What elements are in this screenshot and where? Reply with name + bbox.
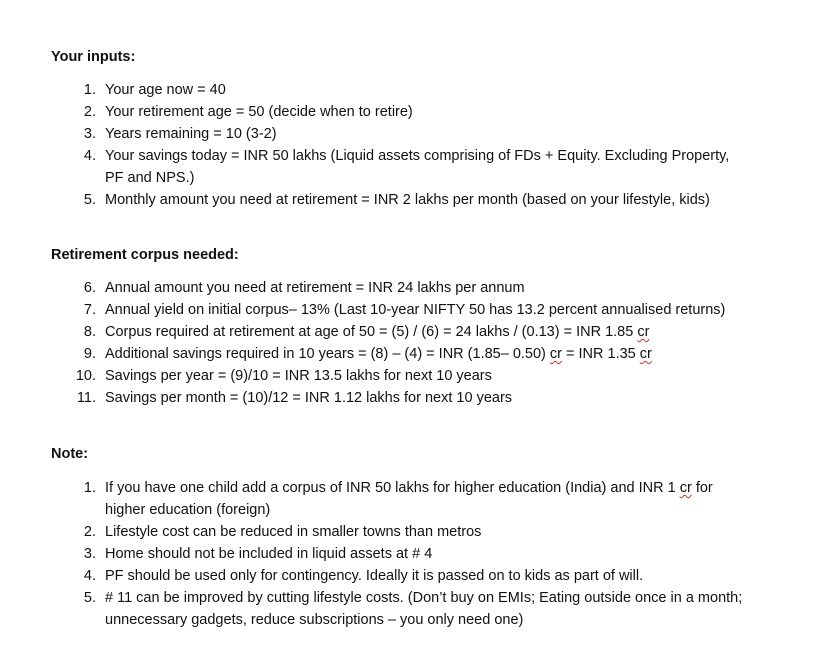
item-number: 1. — [83, 480, 96, 496]
item-text: Annual amount you need at retirement = INR 24 lakhs per annum — [105, 280, 525, 296]
section-heading-note: Note: — [51, 446, 89, 462]
item-text: Savings per month = (10)/12 = INR 1.12 lakhs for next 10 years — [105, 390, 513, 406]
list-item — [0, 565, 745, 587]
item-text: PF should be used only for contingency. Ideally it is passed on to kids as part of will. — [105, 568, 644, 584]
item-text: Monthly amount you need at retirement = INR 2 lakhs per month (based on your lifestyle, kids) — [105, 192, 710, 208]
item-text: Your savings today = INR 50 lakhs (Liquid assets comprising of FDs + Equity. Excluding Property, PF and NPS.) — [105, 148, 730, 186]
item-number: 2. — [83, 104, 96, 120]
list-item — [0, 477, 745, 521]
list-item — [0, 123, 745, 145]
inputs-list — [0, 79, 745, 211]
item-number: 5. — [83, 590, 96, 606]
item-text: Your retirement age = 50 (decide when to retire) — [105, 104, 413, 120]
list-item — [0, 365, 745, 387]
item-text: Annual yield on initial corpus– 13% (Last 10-year NIFTY 50 has 13.2 percent annualised returns) — [105, 302, 726, 318]
item-text: Corpus required at retirement at age of 50 = (5) / (6) = 24 lakhs / (0.13) = INR 1.85 cr — [105, 324, 650, 340]
item-text: If you have one child add a corpus of INR 50 lakhs for higher education (India) and INR 1 cr for higher education (foreign) — [105, 480, 713, 518]
item-text: Home should not be included in liquid assets at # 4 — [105, 546, 433, 562]
item-text: # 11 can be improved by cutting lifestyle costs. (Don’t buy on EMIs; Eating outside once in a month; unnecessary gadgets, reduce subscriptions – you only need one) — [105, 590, 743, 628]
list-item — [0, 521, 745, 543]
item-number: 1. — [83, 82, 96, 98]
item-text: Additional savings required in 10 years = (8) – (4) = INR (1.85– 0.50) cr = INR 1.35 cr — [105, 346, 652, 362]
item-number: 9. — [83, 346, 96, 362]
list-item — [0, 299, 745, 321]
item-text: Lifestyle cost can be reduced in smaller towns than metros — [105, 524, 482, 540]
list-item — [0, 321, 745, 343]
item-number: 10. — [75, 368, 96, 384]
list-item — [0, 543, 745, 565]
item-number: 11. — [76, 390, 96, 406]
list-item — [0, 277, 745, 299]
item-text: Years remaining = 10 (3-2) — [105, 126, 277, 142]
note-list — [0, 477, 745, 631]
item-number: 4. — [83, 148, 96, 164]
item-number: 3. — [83, 546, 96, 562]
item-number: 3. — [83, 126, 96, 142]
item-number: 5. — [83, 192, 96, 208]
list-item — [0, 101, 745, 123]
section-heading-corpus: Retirement corpus needed: — [51, 247, 239, 263]
item-number: 7. — [83, 302, 96, 318]
item-text: Savings per year = (9)/10 = INR 13.5 lakhs for next 10 years — [105, 368, 492, 384]
item-text: Your age now = 40 — [105, 82, 226, 98]
list-item — [0, 79, 745, 101]
corpus-list — [0, 277, 745, 409]
item-number: 4. — [83, 568, 96, 584]
list-item — [0, 145, 745, 189]
item-number: 6. — [83, 280, 96, 296]
item-number: 8. — [83, 324, 96, 340]
list-item — [0, 587, 745, 631]
item-number: 2. — [83, 524, 96, 540]
list-item — [0, 387, 745, 409]
section-heading-inputs: Your inputs: — [51, 49, 136, 65]
list-item — [0, 189, 745, 211]
list-item — [0, 343, 745, 365]
